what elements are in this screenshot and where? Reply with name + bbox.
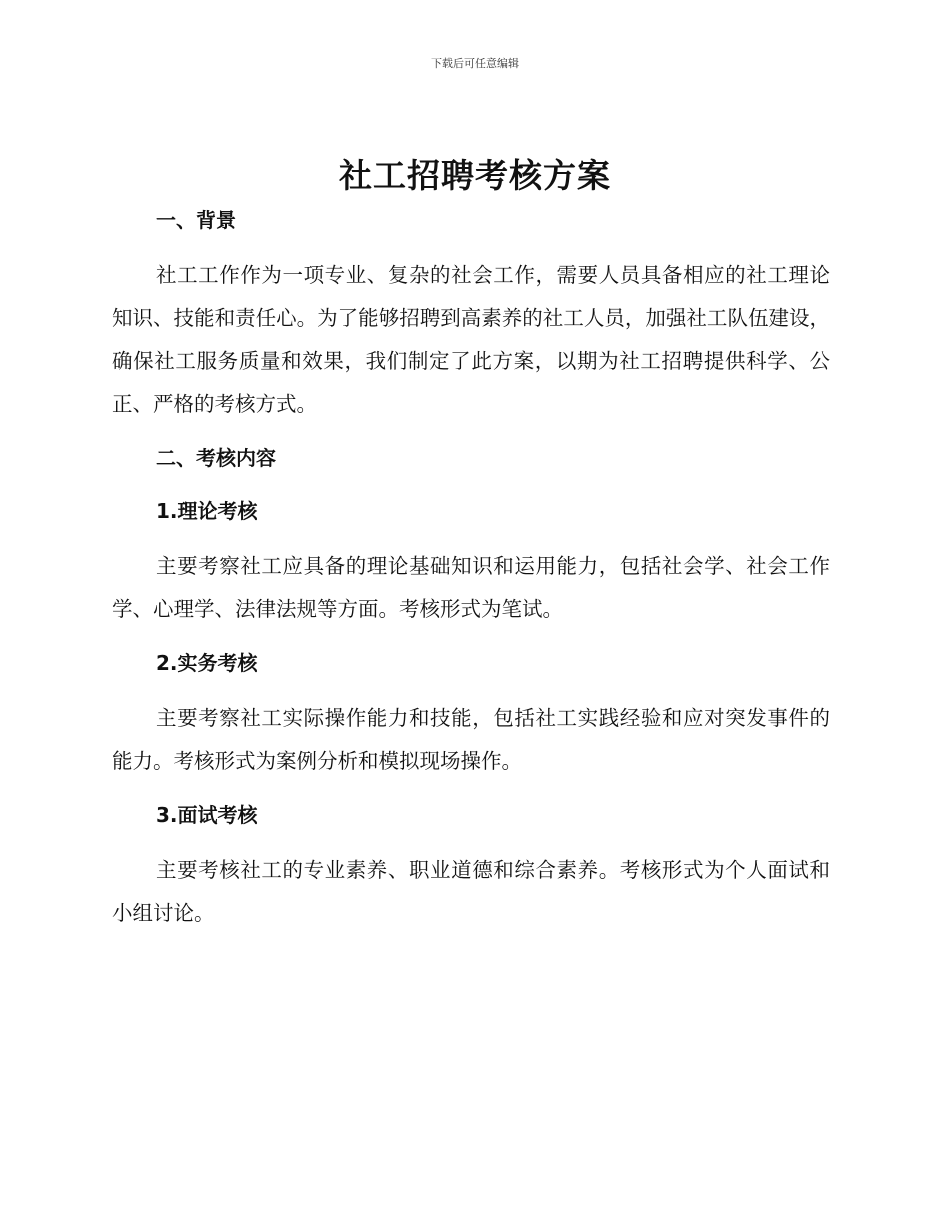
section-heading-background: 一、背景	[156, 208, 236, 232]
paragraph-theory-assessment: 主要考察社工应具备的理论基础知识和运用能力，包括社会学、社会工作学、心理学、法律法规等方面。考核形式为笔试。	[112, 554, 830, 621]
document-body	[112, 200, 830, 935]
paragraph-interview-assessment: 主要考核社工的专业素养、职业道德和综合素养。考核形式为个人面试和小组讨论。	[112, 858, 830, 925]
paragraph-practice-assessment: 主要考察社工实际操作能力和技能，包括社工实践经验和应对突发事件的能力。考核形式为案例分析和模拟现场操作。	[112, 706, 830, 773]
document-title: 社工招聘考核方案	[339, 156, 611, 195]
paragraph-background: 社工工作作为一项专业、复杂的社会工作，需要人员具备相应的社工理论知识、技能和责任心。为了能够招聘到高素养的社工人员，加强社工队伍建设，确保社工服务质量和效果，我们制定了此方案，以期为社工招聘提供科学、公正、严格的考核方式。	[112, 263, 830, 416]
header-note: 下载后可任意编辑	[431, 57, 519, 70]
subheading-theory-assessment: 1.理论考核	[156, 499, 258, 523]
subheading-practice-assessment: 2.实务考核	[156, 651, 258, 675]
subheading-interview-assessment: 3.面试考核	[156, 803, 258, 827]
section-heading-assessment-content: 二、考核内容	[156, 446, 276, 470]
